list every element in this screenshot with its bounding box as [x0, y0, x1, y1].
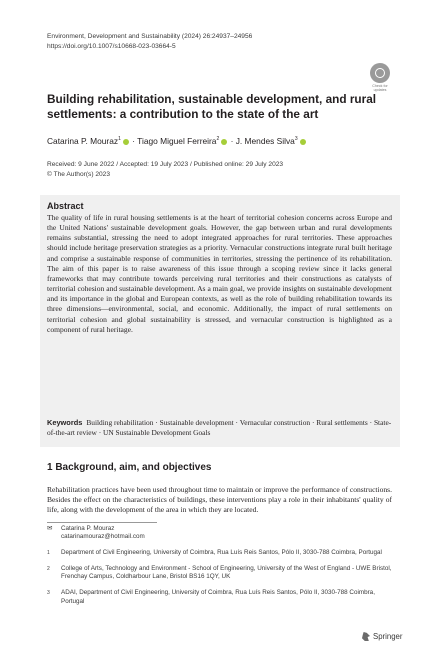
publisher-logo — [362, 632, 402, 641]
affiliation-note — [47, 565, 392, 581]
corresponding-author-note — [47, 525, 392, 541]
keywords-text: Building rehabilitation · Sustainable development · Vernacular construction · Rural settlements · State-of-the-art review · UN Sustainable Development Goals — [47, 418, 392, 438]
affiliation-text: College of Arts, Technology and Environment - School of Engineering, University of the West of England - UWE Bristol, Frenchay Campus, Coldharbour Lane, Bristol BS16 1QY, UK — [61, 565, 392, 581]
affiliation-mark: 3 — [47, 590, 50, 597]
author-list — [47, 136, 307, 146]
affiliation-text: Department of Civil Engineering, University of Coimbra, Rua Luís Reis Santos, Pólo II, 3030-788 Coimbra, Portugal — [61, 549, 382, 557]
author-name: Catarina P. Mouraz — [47, 136, 119, 146]
affiliation-note — [47, 549, 392, 557]
publisher-name: Springer — [373, 632, 403, 641]
orcid-icon[interactable] — [221, 139, 227, 145]
affiliation-number: 1 — [118, 136, 121, 143]
section-paragraph: Rehabilitation practices have been used throughout time to maintain or improve the performance of constructions. Besides the effect on the characteristics of buildings, these interventions play a role in their inhabitants' quality of life, along with the development of the area in which they are located. — [47, 485, 392, 515]
orcid-icon[interactable] — [123, 139, 129, 145]
keywords-label: Keywords — [47, 418, 83, 427]
affiliation-mark: 1 — [47, 550, 50, 557]
envelope-icon: ✉ — [47, 525, 53, 532]
abstract-heading: Abstract — [47, 201, 84, 211]
affiliation-note — [47, 589, 392, 605]
affiliation-mark: 2 — [47, 566, 50, 573]
corresponding-author-name: Catarina P. Mouraz — [61, 525, 115, 532]
article-title: Building rehabilitation, sustainable development, and rural settlements: a contribution to the state of the art — [47, 92, 377, 121]
footnotes — [47, 525, 392, 614]
doi-link[interactable]: https://doi.org/10.1007/s10668-023-03664-5 — [47, 43, 176, 50]
section-heading: 1 Background, aim, and objectives — [47, 462, 212, 473]
orcid-icon[interactable] — [300, 139, 306, 145]
abstract-text: The quality of life in rural housing settlements is at the heart of territorial cohesion concerns across Europe and the United Nations' sustainable development goals. However, the gap between urban and rural developments remains substantial, stressing the need to adopt integrated approaches for rural territories. These approaches should include heritage preservation strategies as a priority. Vernacular constructions integrate rural built heritage and comprise a sustainable response of communities in territories, stressing the pertinence of its rehabilitation. The aim of this paper is to raise awareness of this issue through a scoping review since it lacks general frameworks that may contribute towards perceiving rural territories and their constructions as catalysts of territorial cohesion and sustainable development. As a main goal, we provide insights on sustainable development and its importance in the global and European contexts, as well as the role of building rehabilitation towards its three dimensions—environmental, social, and economic. Additionally, the impact of rural settlements on territorial cohesion and global sustainability is stressed, and vernacular construction is highlighted as a component of rural heritage. — [47, 213, 392, 334]
affiliation-number: 2 — [216, 136, 220, 143]
affiliation-text: ADAI, Department of Civil Engineering, University of Coimbra, Rua Luís Reis Santos, Pólo II, 3030-788 Coimbra, Portugal — [61, 589, 375, 605]
check-for-updates-badge[interactable] — [368, 63, 392, 93]
copyright-notice: © The Author(s) 2023 — [47, 170, 111, 178]
keywords — [47, 418, 392, 438]
history-dates: Received: 9 June 2022 / Accepted: 19 July 2023 / Published online: 29 July 2023 — [47, 161, 284, 168]
corresponding-author-email[interactable]: catarinamouraz@hotmail.com — [61, 533, 145, 541]
check-for-updates-icon — [370, 63, 390, 83]
author-separator: · — [230, 136, 234, 146]
check-for-updates-label: Check for updates — [372, 84, 388, 92]
author-name: Tiago Miguel Ferreira — [137, 136, 217, 146]
affiliation-number: 3 — [294, 136, 298, 143]
publication-dates — [47, 160, 283, 179]
journal-citation: Environment, Development and Sustainability (2024) 26:24937–24956 — [47, 33, 253, 40]
footnote-divider — [47, 522, 157, 523]
springer-horse-icon — [362, 632, 370, 641]
author-separator: · — [132, 136, 135, 146]
author-name: J. Mendes Silva — [235, 136, 295, 146]
